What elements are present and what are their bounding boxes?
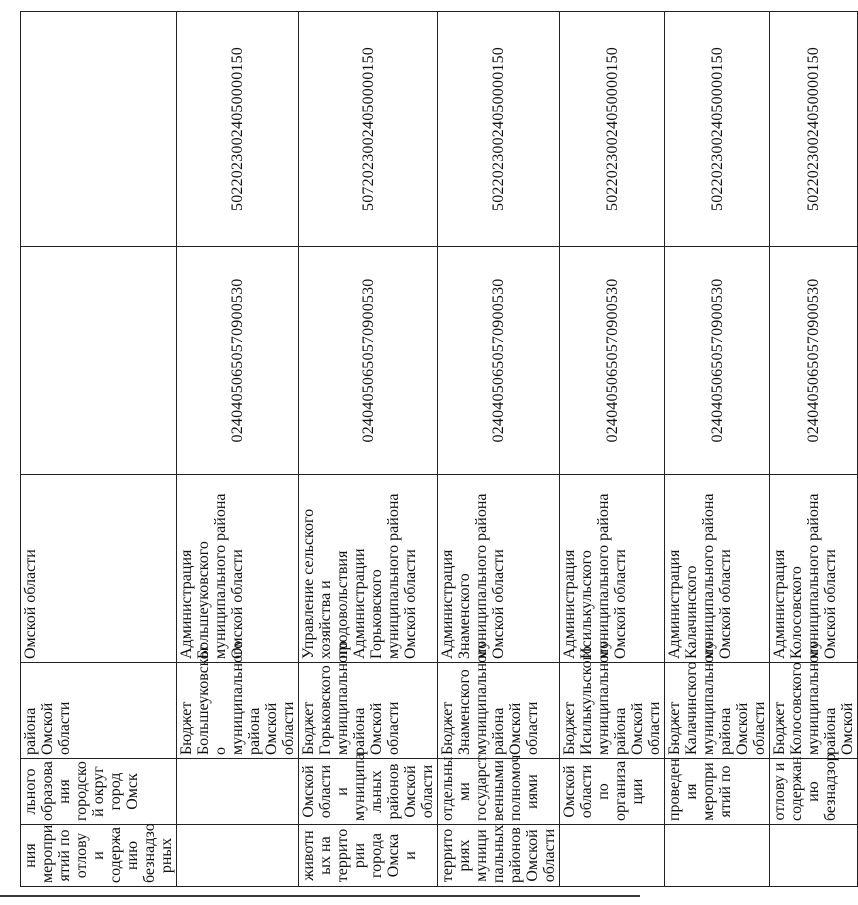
income-code-cell: 50720230024050000150 <box>299 12 438 247</box>
table-row <box>21 12 177 887</box>
expense-code-cell: 02404050650570900530 <box>299 247 438 475</box>
scan-bottom-edge <box>0 895 640 897</box>
budget-cell: района Омской области <box>21 663 177 759</box>
administrator-cell: Администрация Знаменского муниципального района Омской области <box>438 475 560 663</box>
income-code-cell: 50220230024050000150 <box>560 12 665 247</box>
administrator-cell: Управление сельского хозяйства и продовольствия Администрации Горьковского муниципального района Омской области <box>299 475 438 663</box>
table-row <box>438 12 560 887</box>
income-code-cell: 50220230024050000150 <box>177 12 299 247</box>
recipient-cell: Омской области и муниципа льных районов Омской области <box>299 759 438 825</box>
administrator-cell: Администрация Большеуковского муниципального района Омской области <box>177 475 299 663</box>
income-code-cell <box>21 12 177 247</box>
expense-code-cell: 02404050650570900530 <box>665 247 770 475</box>
subsidy-table <box>20 11 858 887</box>
recipient-cell: льного образова ния городско й округ город Омск <box>21 759 177 825</box>
income-code-cell: 50220230024050000150 <box>438 12 560 247</box>
table-row <box>177 12 299 887</box>
purpose-cell <box>177 825 299 887</box>
expense-code-cell: 02404050650570900530 <box>177 247 299 475</box>
table-row <box>665 12 770 887</box>
rotated-table-area <box>20 12 856 887</box>
income-code-cell: 50220230024050000150 <box>665 12 770 247</box>
income-code-cell: 50220230024050000150 <box>770 12 858 247</box>
administrator-cell: Администрация Колосовского муниципального района Омской области <box>770 475 858 663</box>
recipient-cell: отлову и содержан ию безнадзор <box>770 759 858 825</box>
expense-code-cell: 02404050650570900530 <box>560 247 665 475</box>
expense-code-cell: 02404050650570900530 <box>770 247 858 475</box>
purpose-cell: террито риях муници пальных районов Омской области <box>438 825 560 887</box>
recipient-cell: отдельны ми государст венными полномоч иями <box>438 759 560 825</box>
purpose-cell: животн ых на террито рии города Омска и <box>299 825 438 887</box>
purpose-cell <box>770 825 858 887</box>
purpose-cell <box>665 825 770 887</box>
budget-cell: Бюджет Знаменского муниципального района Омской области <box>438 663 560 759</box>
table-row <box>299 12 438 887</box>
administrator-cell: Омской области <box>21 475 177 663</box>
table-row <box>770 12 858 887</box>
budget-cell: Бюджет Большеуковског о муниципального района Омской области <box>177 663 299 759</box>
budget-cell: Бюджет Калачинского муниципального района Омской области <box>665 663 770 759</box>
budget-cell: Бюджет Исилькульского муниципального района Омской области <box>560 663 665 759</box>
table-row <box>560 12 665 887</box>
recipient-cell <box>177 759 299 825</box>
recipient-cell: проведен ия меропри ятий по <box>665 759 770 825</box>
purpose-cell <box>560 825 665 887</box>
administrator-cell: Администрация Калачинского муниципального района Омской области <box>665 475 770 663</box>
rotated-table <box>20 12 856 887</box>
purpose-cell: ния меропри ятий по отлову и содержа нию безнадзо рных <box>21 825 177 887</box>
administrator-cell: Администрация Исилькульского муниципального района Омской области <box>560 475 665 663</box>
expense-code-cell <box>21 247 177 475</box>
recipient-cell: Омской области по организа ции <box>560 759 665 825</box>
budget-cell: Бюджет Горьковского муниципального района Омской области <box>299 663 438 759</box>
budget-cell: Бюджет Колосовского муниципального района Омской <box>770 663 858 759</box>
expense-code-cell: 02404050650570900530 <box>438 247 560 475</box>
